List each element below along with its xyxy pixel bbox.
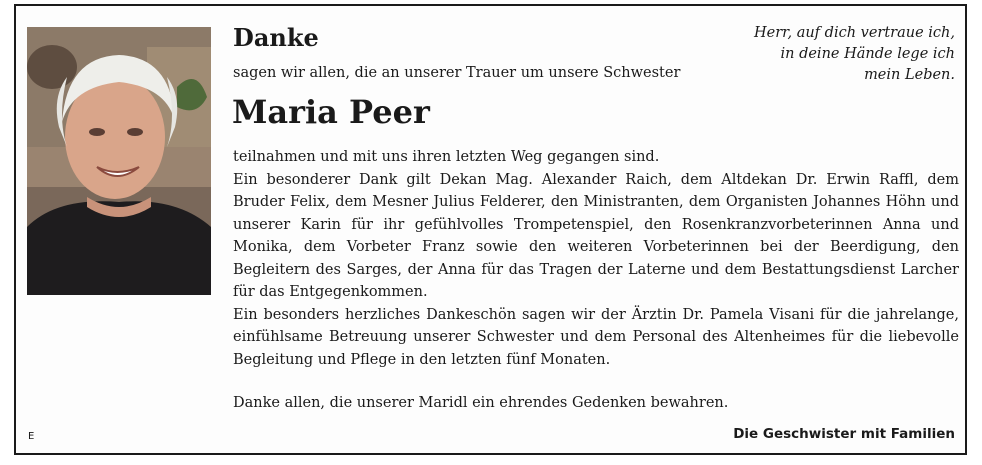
signature: Die Geschwister mit Familien bbox=[733, 426, 955, 442]
thanks-body bbox=[233, 146, 959, 371]
heading-thanks: Danke bbox=[233, 23, 319, 52]
closing-line: Danke allen, die unserer Maridl ein ehrendes Gedenken bewahren. bbox=[233, 395, 729, 411]
obituary-thank-you-notice bbox=[14, 4, 967, 455]
body-paragraph: Ein besonderer Dank gilt Dekan Mag. Alexander Raich, dem Altdekan Dr. Erwin Raffl, dem Bruder Felix, dem Mesner Julius Felderer, den Ministranten, dem Organisten Johannes Höhn und unserer Karin für ihr gefühlvolles Trompetenspiel, den Rosenkranzvorbeterinnen Anna und Monika, dem Vorbeter Franz sowie den weiteren Vorbeterinnen bei der Beerdigung, den Begleitern des Sarges, der Anna für das Tragen der Laterne und dem Bestattungsdienst Larcher für das Entgegenkommen. bbox=[233, 171, 959, 300]
quote-line: mein Leben. bbox=[864, 67, 955, 83]
quote-line: Herr, auf dich vertraue ich, bbox=[753, 25, 955, 41]
deceased-name: Maria Peer bbox=[232, 93, 430, 131]
body-paragraph: Ein besonders herzliches Dankeschön sagen wir der Ärztin Dr. Pamela Visani für die jahrelange, einfühlsame Betreuung unserer Schwester und dem Personal des Altenheimes für die liebevolle Begleitung und Pflege in den letzten fünf Monaten. bbox=[233, 306, 959, 368]
corner-mark: E bbox=[28, 431, 35, 442]
intro-line: sagen wir allen, die an unserer Trauer um unsere Schwester bbox=[233, 65, 681, 81]
scripture-quote bbox=[715, 23, 955, 86]
portrait-photo bbox=[27, 27, 211, 295]
body-paragraph: teilnahmen und mit uns ihren letzten Weg gegangen sind. bbox=[233, 149, 660, 165]
quote-line: in deine Hände lege ich bbox=[780, 46, 955, 62]
portrait-illustration bbox=[27, 27, 211, 295]
